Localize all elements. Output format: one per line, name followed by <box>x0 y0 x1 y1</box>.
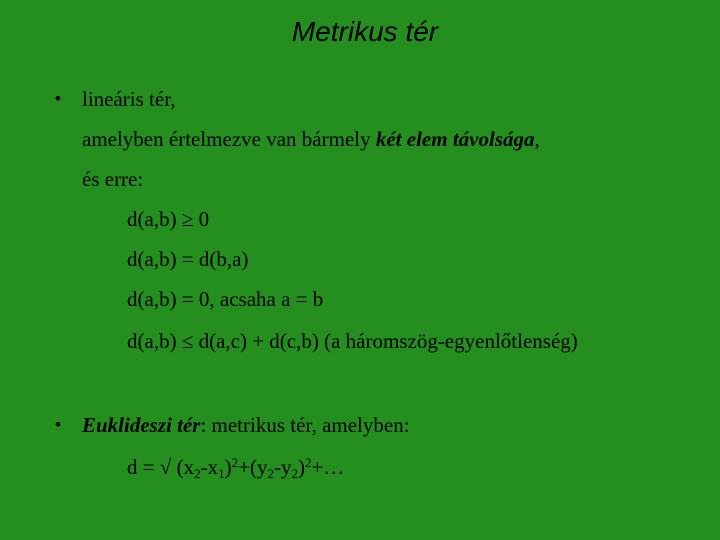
formula-lhs: d = √ (x <box>127 455 195 479</box>
bullet2-rest: : metrikus tér, amelyben: <box>200 413 410 437</box>
formula-tail: +… <box>311 455 345 479</box>
formula-sub: 2 <box>291 466 298 481</box>
formula-sub: 2 <box>267 466 274 481</box>
bullet-marker: • <box>55 415 61 434</box>
formula-part: ) <box>297 455 305 479</box>
axiom-1: d(a,b) ≥ 0 <box>127 207 210 231</box>
formula-sub: 1 <box>218 466 225 481</box>
bullet1-line2-suffix: , <box>534 127 540 151</box>
bullet1-line2 <box>82 126 540 152</box>
formula-part: +(y <box>238 455 268 479</box>
bullet1-line1: lineáris tér, <box>82 87 176 111</box>
bullet1-line3: és erre: <box>82 167 144 191</box>
formula-part: ) <box>224 455 232 479</box>
bullet2-emphasis: Euklideszi tér <box>82 413 201 437</box>
formula-sup: 2 <box>304 455 312 470</box>
formula-part: -y <box>273 455 292 479</box>
axiom-2: d(a,b) = d(b,a) <box>127 247 249 271</box>
bullet1-emphasis: két elem távolsága <box>375 127 535 151</box>
axiom-4: d(a,b) ≤ d(a,c) + d(c,b) (a háromszög-egyenlőtlenség) <box>127 329 578 353</box>
axiom-3: d(a,b) = 0, acsaha a = b <box>127 287 324 311</box>
bullet1-line2-prefix: amelyben értelmezve van bármely <box>82 127 376 151</box>
distance-formula <box>127 454 344 480</box>
bullet2-line <box>82 412 410 438</box>
formula-part: -x <box>200 455 219 479</box>
bullet-marker: • <box>55 89 61 108</box>
formula-sub: 2 <box>194 466 201 481</box>
slide-title: Metrikus tér <box>291 16 439 47</box>
formula-sup: 2 <box>231 455 239 470</box>
